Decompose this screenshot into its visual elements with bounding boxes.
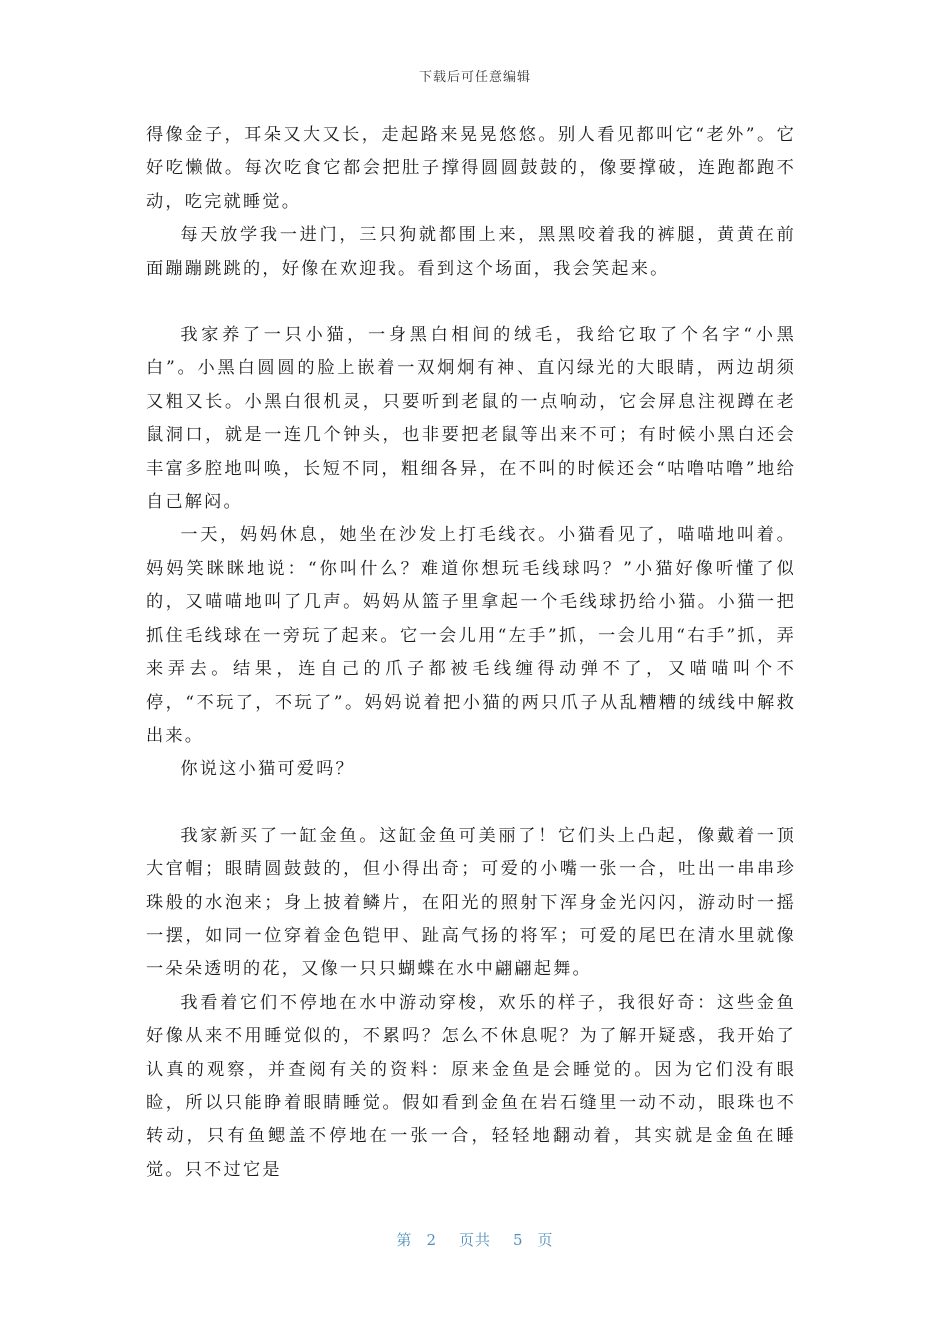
paragraph: 一天，妈妈休息，她坐在沙发上打毛线衣。小猫看见了，喵喵地叫着。妈妈笑眯眯地说：“你叫什么？难道你想玩毛线球吗？”小猫好像听懂了似的，又喵喵地叫了几声。妈妈从篮子里拿起一个毛线球扔给小猫。小猫一把抓住毛线球在一旁玩了起来。它一会儿用“左手”抓，一会儿用“右手”抓，弄来弄去。结果，连自己的爪子都被毛线缠得动弹不了，又喵喵叫个不停，“不玩了，不玩了”。妈妈说着把小猫的两只爪子从乱糟糟的绒线中解救出来。	[146, 525, 796, 746]
page-footer	[0, 1229, 950, 1250]
paragraph: 我家养了一只小猫，一身黑白相间的绒毛，我给它取了个名字“小黑白”。小黑白圆圆的脸上嵌着一双炯炯有神、直闪绿光的大眼睛，两边胡须又粗又长。小黑白很机灵，只要听到老鼠的一点响动，它会屏息注视蹲在老鼠洞口，就是一连几个钟头，也非要把老鼠等出来不可；有时候小黑白还会丰富多腔地叫唤，长短不同，粗细各异，在不叫的时候还会“咕噜咕噜”地给自己解闷。	[146, 325, 796, 513]
page-header: 下载后可任意编辑	[418, 70, 531, 85]
section-divider	[146, 787, 796, 820]
footer-suffix: 页	[537, 1231, 554, 1249]
section-goldfish	[146, 820, 796, 1187]
paragraph: 你说这小猫可爱吗？	[180, 759, 355, 780]
current-page-number: 2	[426, 1231, 437, 1249]
section-divider	[146, 286, 796, 319]
footer-prefix: 第	[396, 1231, 413, 1249]
paragraph: 每天放学我一进门，三只狗就都围上来，黑黑咬着我的裤腿，黄黄在前面蹦蹦跳跳的，好像在欢迎我。看到这个场面，我会笑起来。	[146, 225, 796, 279]
paragraph: 我看着它们不停地在水中游动穿梭，欢乐的样子，我很好奇：这些金鱼好像从来不用睡觉似的，不累吗？怎么不休息呢？为了解开疑惑，我开始了认真的观察，并查阅有关的资料：原来金鱼是会睡觉的。因为它们没有眼睑，所以只能睁着眼睛睡觉。假如看到金鱼在岩石缝里一动不动，眼珠也不转动，只有鱼鳃盖不停地在一张一合，轻轻地翻动着，其实就是金鱼在睡觉。只不过它是	[146, 992, 796, 1180]
section-cat	[146, 319, 796, 787]
paragraph: 我家新买了一缸金鱼。这缸金鱼可美丽了！它们头上凸起，像戴着一顶大官帽；眼睛圆鼓鼓的，但小得出奇；可爱的小嘴一张一合，吐出一串串珍珠般的水泡来；身上披着鳞片，在阳光的照射下浑身金光闪闪，游动时一摇一摆，如同一位穿着金色铠甲、趾高气扬的将军；可爱的尾巴在清水里就像一朵朵透明的花，又像一只只蝴蝶在水中翩翩起舞。	[146, 825, 796, 980]
section-dogs	[146, 119, 796, 286]
total-page-count: 5	[513, 1231, 524, 1249]
paragraph: 得像金子，耳朵又大又长，走起路来晃晃悠悠。别人看见都叫它“老外”。它好吃懒做。每次吃食它都会把肚子撑得圆圆鼓鼓的，像要撑破，连跑都跑不动，吃完就睡觉。	[146, 125, 796, 212]
footer-middle: 页共	[458, 1231, 491, 1249]
document-body	[146, 119, 796, 1187]
